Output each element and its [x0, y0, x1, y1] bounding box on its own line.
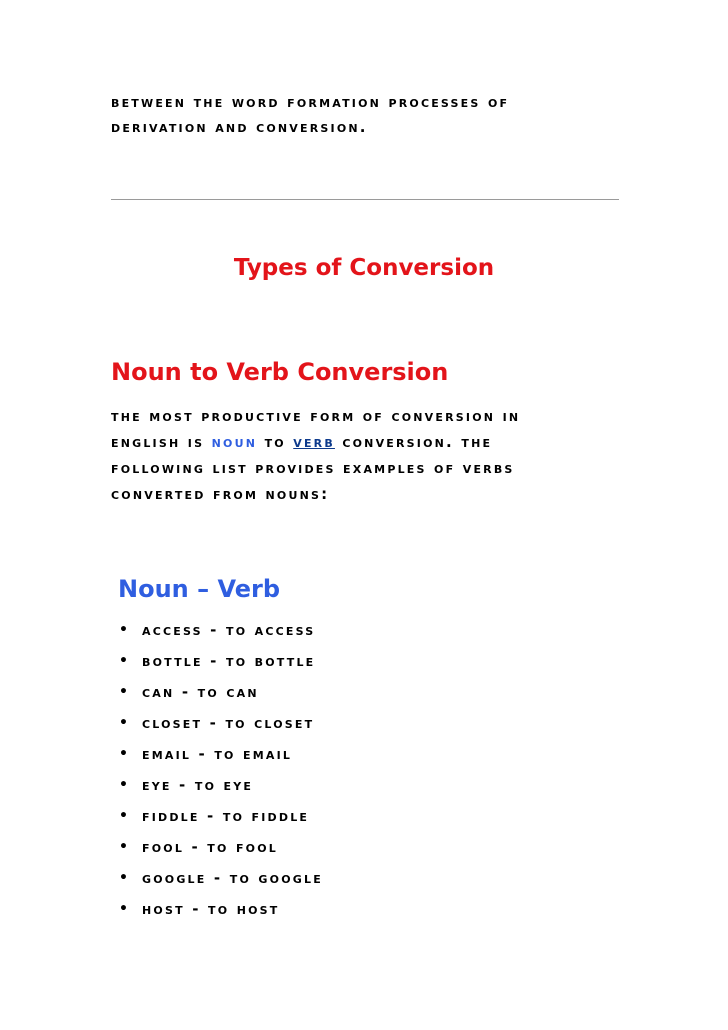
list-item	[116, 615, 323, 646]
verb-link[interactable]: verb	[293, 433, 335, 451]
list-item-text: fiddle - to fiddle	[142, 807, 310, 825]
list-item-text: eye - to eye	[142, 776, 254, 794]
bullet-icon: •	[119, 653, 131, 669]
bullet-icon: •	[119, 839, 131, 855]
list-item	[116, 832, 323, 863]
list-item-text: access - to access	[142, 621, 316, 639]
list-item-text: host - to host	[142, 900, 280, 918]
list-item-text: bottle - to bottle	[142, 652, 316, 670]
bullet-icon: •	[119, 684, 131, 700]
list-item	[116, 739, 323, 770]
paragraph-text-2: to	[257, 433, 294, 451]
list-item	[116, 677, 323, 708]
bullet-icon: •	[119, 870, 131, 886]
bullet-icon: •	[119, 808, 131, 824]
list-item-text: google - to google	[142, 869, 323, 887]
bullet-icon: •	[119, 622, 131, 638]
list-item	[116, 708, 323, 739]
body-paragraph	[111, 403, 591, 507]
list-item-text: fool - to fool	[142, 838, 278, 856]
list-item	[116, 646, 323, 677]
section-heading: Types of Conversion	[233, 255, 495, 281]
list-item-text: closet - to closet	[142, 714, 315, 732]
list-item	[116, 770, 323, 801]
bullet-icon: •	[119, 901, 131, 917]
list-item	[116, 894, 323, 925]
list-item	[116, 863, 323, 894]
list-item	[116, 801, 323, 832]
intro-text: between the word formation processes of derivation and conversion.	[111, 93, 510, 136]
paragraph-text-1: the most productive form of conversion in english is	[111, 407, 521, 451]
bullet-icon: •	[119, 715, 131, 731]
horizontal-divider	[111, 199, 619, 200]
bullet-icon: •	[119, 746, 131, 762]
sub-heading: Noun to Verb Conversion	[111, 358, 449, 386]
list-item-text: email - to email	[142, 745, 293, 763]
noun-term: noun	[211, 433, 258, 451]
list-heading: Noun – Verb	[118, 575, 281, 603]
paragraph-text-3: conversion. the following list provides examples of verbs converted from nouns:	[111, 433, 515, 503]
list-item-text: can - to can	[142, 683, 259, 701]
bullet-icon: •	[119, 777, 131, 793]
example-list	[116, 615, 323, 925]
